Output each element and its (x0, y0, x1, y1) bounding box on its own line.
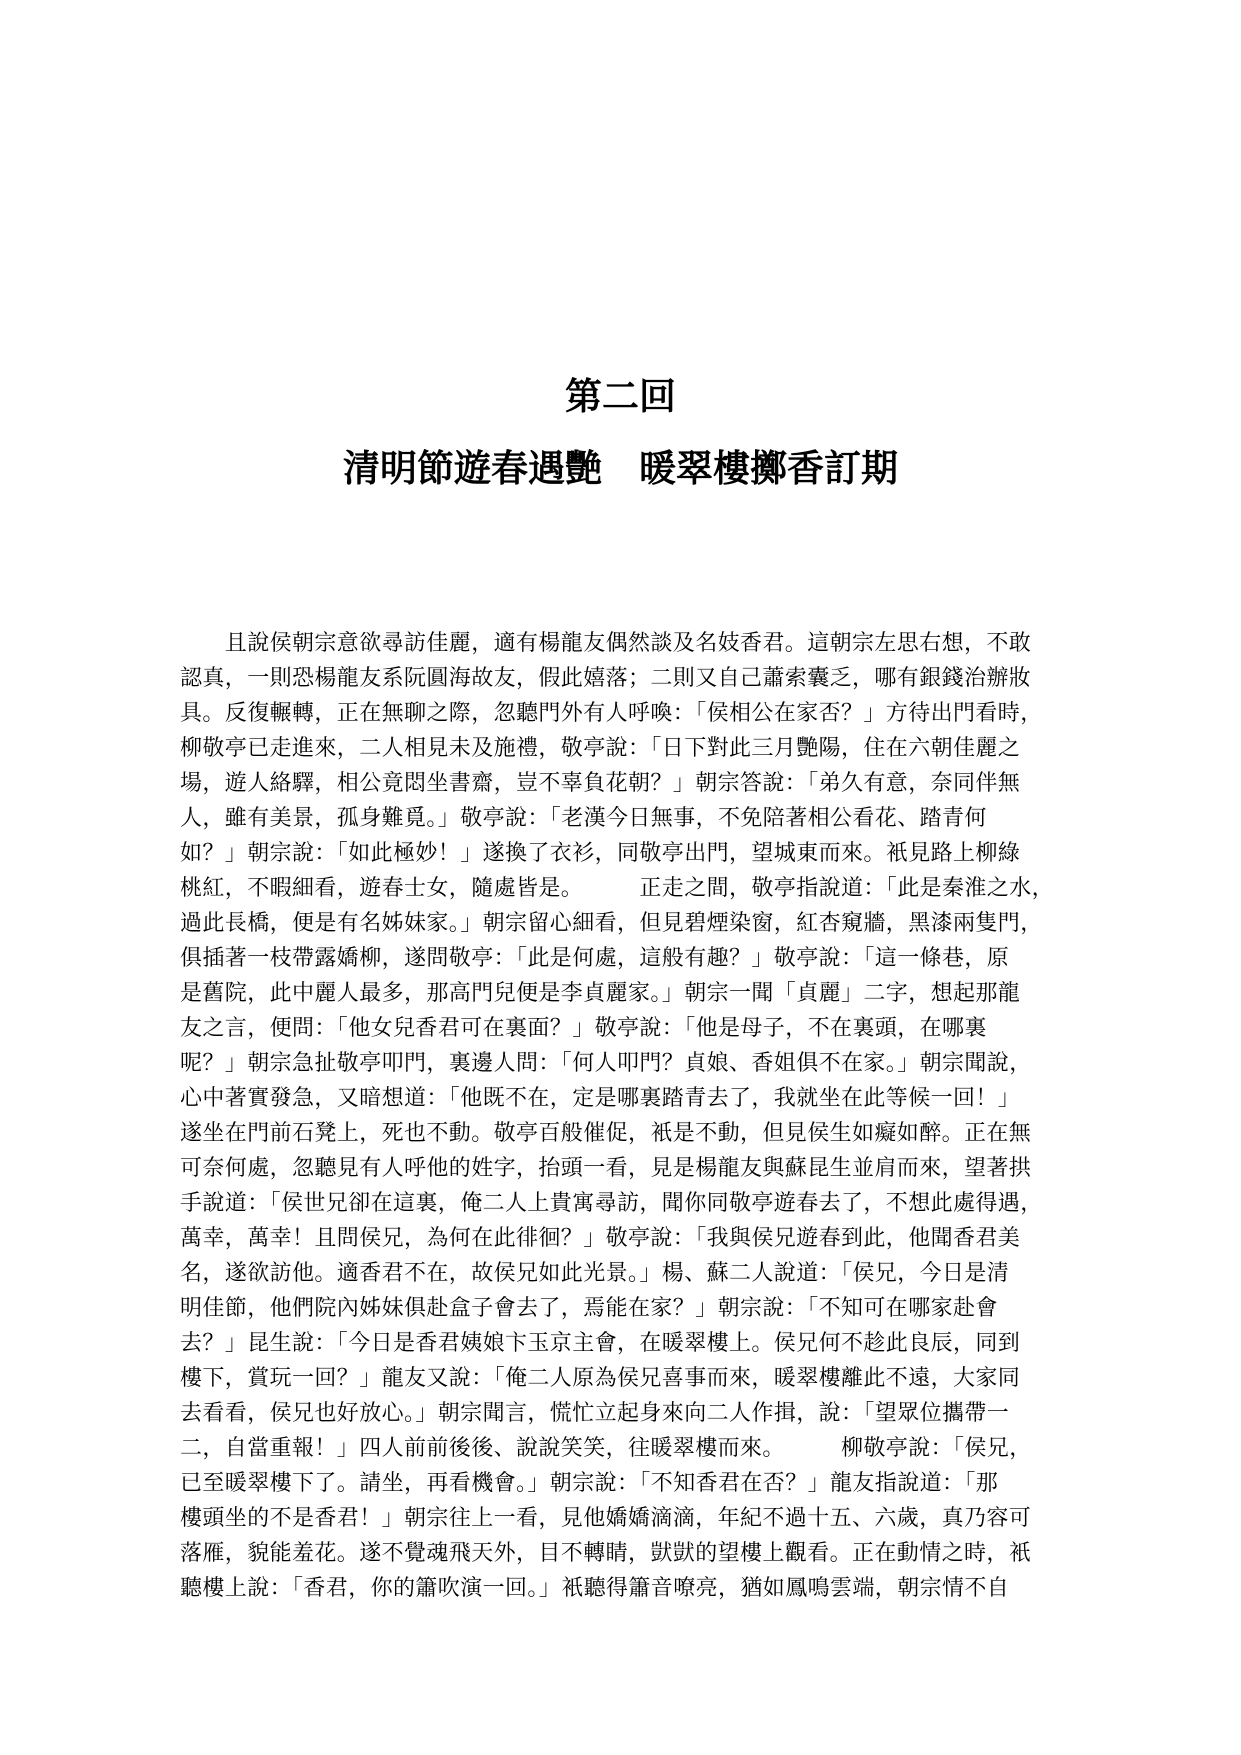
body-text (180, 626, 1060, 1606)
text-line: 如？」朝宗說：「如此極妙！」遂換了衣衫，同敬亭出門，望城東而來。衹見路上柳綠 (180, 841, 1021, 866)
text-line: 遂坐在門前石凳上，死也不動。敬亭百般催促，衹是不動，但見侯生如癡如醉。正在無 (180, 1121, 1032, 1146)
text-line: 且說侯朝宗意欲尋訪佳麗，適有楊龍友偶然談及名妓香君。這朝宗左思右想，不敢 (180, 631, 1032, 656)
text-line: 落雁，貌能羞花。遂不覺魂飛天外，目不轉睛，獃獃的望樓上觀看。正在動情之時，衹 (180, 1541, 1032, 1566)
text-line: 呢？」朝宗急扯敬亭叩門，裏邊人問：「何人叩門？貞娘、香姐俱不在家。」朝宗聞說， (180, 1051, 1032, 1076)
text-line: 具。反復輾轉，正在無聊之際，忽聽門外有人呼喚：「侯相公在家否？」方待出門看時， (180, 701, 1043, 726)
text-line: 柳敬亭已走進來，二人相見未及施禮，敬亭說：「日下對此三月艷陽，住在六朝佳麗之 (180, 736, 1021, 761)
text-line: 可奈何處，忽聽見有人呼他的姓字，抬頭一看，見是楊龍友與蘇昆生並肩而來，望著拱 (180, 1156, 1032, 1181)
text-line: 樓下，賞玩一回？」龍友又說：「俺二人原為侯兄喜事而來，暖翠樓離此不遠，大家同 (180, 1366, 1021, 1391)
text-line: 明佳節，他們院內姊妹俱赴盒子會去了，焉能在家？」朝宗說：「不知可在哪家赴會 (180, 1296, 998, 1321)
text-line: 友之言，便問：「他女兒香君可在裏面？」敬亭說：「他是母子，不在裏頭，在哪裏 (180, 1016, 987, 1041)
text-line: 樓頭坐的不是香君！」朝宗往上一看，見他嬌嬌滴滴，年紀不過十五、六歲，真乃容可 (180, 1506, 1032, 1531)
chapter-number: 第二回 (565, 374, 676, 418)
text-line: 是舊院，此中麗人最多，那高門兒便是李貞麗家。」朝宗一聞「貞麗」二字，想起那龍 (180, 981, 1021, 1006)
text-line: 認真，一則恐楊龍友系阮圓海故友，假此嬉落；二則又自己蕭索囊乏，哪有銀錢治辦妝 (180, 666, 1032, 691)
text-line: 聽樓上說：「香君，你的簫吹演一回。」衹聽得簫音嘹亮，猶如鳳鳴雲端，朝宗情不自 (180, 1576, 1010, 1601)
text-line: 去？」昆生說：「今日是香君姨娘卞玉京主會，在暖翠樓上。侯兄何不趁此良辰，同到 (180, 1331, 1021, 1356)
text-line: 手說道：「侯世兄卻在這裏，俺二人上貴寓尋訪，聞你同敬亭遊春去了，不想此處得遇， (180, 1191, 1043, 1216)
text-line: 過此長橋，便是有名姊妹家。」朝宗留心細看，但見碧煙染窗，紅杏窺牆，黑漆兩隻門， (180, 911, 1043, 936)
text-line: 場，遊人絡驛，相公竟悶坐書齋，豈不辜負花朝？」朝宗答說：「弟久有意，奈同伴無 (180, 771, 1021, 796)
text-line: 名，遂欲訪他。適香君不在，故侯兄如此光景。」楊、蘇二人說道：「侯兄，今日是清 (180, 1261, 1010, 1286)
text-line: 去看看，侯兄也好放心。」朝宗聞言，慌忙立起身來向二人作揖，說：「望眾位攜帶一 (180, 1401, 1010, 1426)
text-line: 萬幸，萬幸！且問侯兄，為何在此徘徊？」敬亭說：「我與侯兄遊春到此，他聞香君美 (180, 1226, 1021, 1251)
text-line: 俱插著一枝帶露嬌柳，遂問敬亭：「此是何處，這般有趣？」敬亭說：「這一條巷，原 (180, 946, 1010, 971)
text-line: 二，自當重報！」四人前前後後、說說笑笑，往暖翠樓而來。 柳敬亭說：「侯兄， (180, 1436, 1032, 1461)
chapter-title: 清明節遊春遇艷 暖翠樓擲香訂期 (343, 446, 898, 490)
text-line: 桃紅，不暇細看，遊春士女，隨處皆是。 正走之間，敬亭指說道：「此是秦淮之水， (180, 876, 1055, 901)
text-line: 人，雖有美景，孤身難覓。」敬亭說：「老漢今日無事，不免陪著相公看花、踏青何 (180, 806, 987, 831)
text-line: 已至暖翠樓下了。請坐，再看機會。」朝宗說：「不知香君在否？」龍友指說道：「那 (180, 1471, 999, 1496)
text-line: 心中著實發急，又暗想道：「他既不在，定是哪裏踏青去了，我就坐在此等候一回！」 (180, 1086, 1021, 1111)
